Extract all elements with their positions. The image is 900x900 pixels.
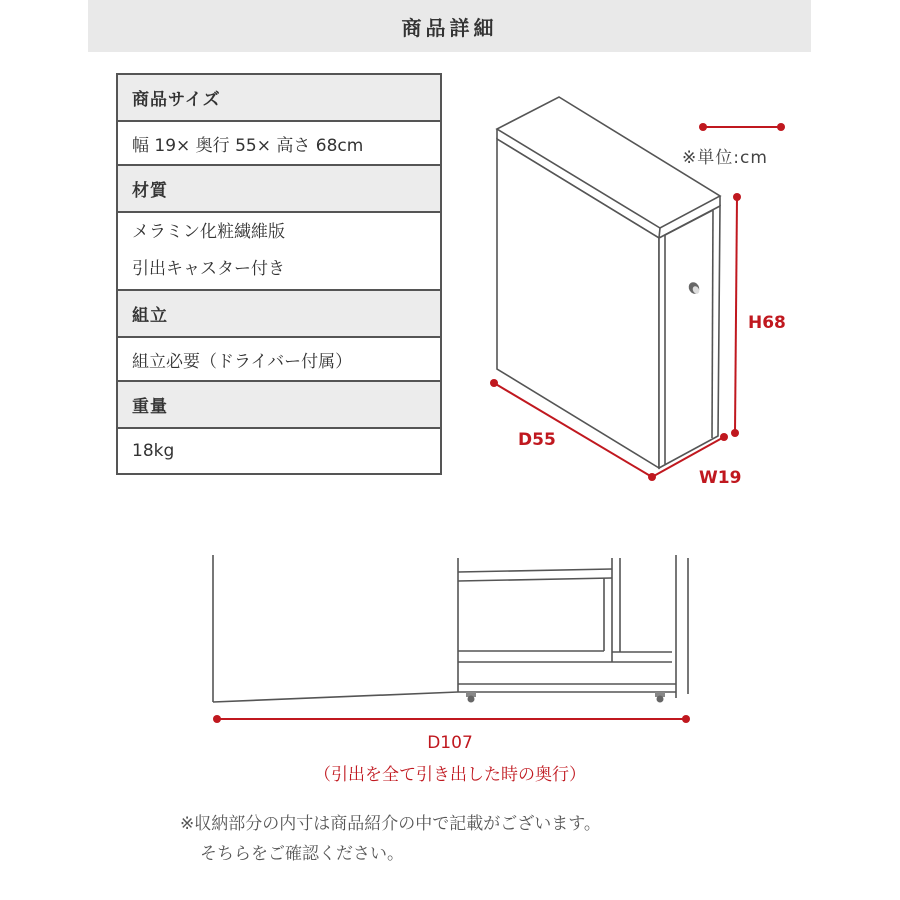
extended-depth-note: （引出を全て引き出した時の奥行）: [314, 765, 586, 785]
extended-drawer-illustration: [213, 555, 688, 702]
extended-depth-label: D107: [427, 733, 473, 753]
spec-assembly-value: 組立必要（ドライバー付属）: [118, 338, 440, 382]
caster-wheel-icon: [466, 692, 665, 703]
footnote: [180, 809, 601, 869]
spec-weight-value: 18kg: [132, 441, 175, 461]
spec-size-value: 幅 19× 奥行 55× 高さ 68cm: [118, 122, 440, 166]
unit-note: ※単位:cm: [682, 148, 768, 168]
height-dimension-line: [731, 193, 741, 437]
cabinet-front-face: [659, 206, 720, 468]
spec-material-line-2: 引出キャスター付き: [132, 259, 285, 279]
footnote-line-1: ※収納部分の内寸は商品紹介の中で記載がございます。: [180, 814, 601, 834]
spec-size-label: 商品サイズ: [118, 75, 440, 122]
unit-legend-line: [699, 123, 785, 131]
spec-material-line-1: メラミン化粧繊維版: [132, 222, 285, 242]
spec-material-label: 材質: [118, 166, 440, 213]
height-label: H68: [748, 313, 786, 333]
spec-assembly-label: 組立: [118, 291, 440, 338]
section-title: 商品詳細: [401, 15, 498, 40]
depth-label: D55: [518, 430, 556, 450]
width-label: W19: [699, 468, 742, 488]
spec-weight-label: 重量: [118, 382, 440, 429]
footnote-line-2: そちらをご確認ください。: [200, 844, 404, 864]
extended-depth-dimension-line: [213, 715, 690, 723]
